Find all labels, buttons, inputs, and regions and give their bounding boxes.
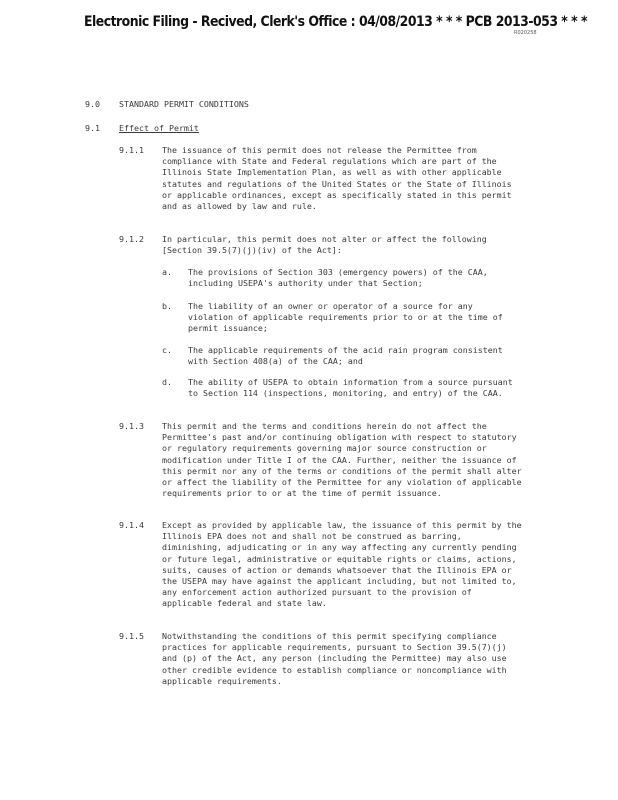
subsection-title: Effect of Permit [119,123,199,133]
list-item-letter: d. [162,377,172,387]
paragraph-text: Except as provided by applicable law, the issuance of this permit by the Illinois EPA does not and shall not be construed as barring, diminishing, adjudicating or in any way affecting any currently pending or future legal, administrative or equitable rights or claims, actions, suits, causes of action or demands whatsoever that the Illinois EPA or the USEPA may have against the applicant including, but not limited to, any enforcement action authorized pursuant to the provision of applicable federal and state law. [162,520,522,609]
list-item-text: The liability of an owner or operator of a source for any violation of applicable requirements prior to or at the time of permit issuance; [188,301,503,334]
list-item-text: The applicable requirements of the acid rain program consistent with Section 408(a) of the CAA; and [188,345,503,367]
filing-header: Electronic Filing - Recived, Clerk's Office : 04/08/2013 * * * PCB 2013-053 * * * [84,14,587,30]
paragraph-number: 9.1.3 [119,421,144,431]
section-title: STANDARD PERMIT CONDITIONS [119,99,249,109]
paragraph-number: 9.1.4 [119,520,144,530]
paragraph-text: This permit and the terms and conditions herein do not affect the Permittee's past and/or continuing obligation with respect to statutory or regulatory requirements governing major source construction or modification under Title I of the CAA. Further, neither the issuance of this permit nor any of the terms or conditions of the permit shall alter or affect the liability of the Permittee for any violation of applicable requirements prior to or at the time of permit issuance. [162,421,522,499]
paragraph-number: 9.1.5 [119,631,144,641]
paragraph-text: In particular, this permit does not alter or affect the following [Section 39.5(7)(j)(iv) of the Act]: [162,234,487,256]
list-item-letter: a. [162,267,172,277]
filing-stamp: R020258 [514,30,537,36]
list-item-text: The ability of USEPA to obtain information from a source pursuant to Section 114 (inspections, monitoring, and entry) of the CAA. [188,377,513,399]
subsection-number: 9.1 [85,123,100,133]
list-item-letter: b. [162,301,172,311]
paragraph-number: 9.1.1 [119,145,144,155]
list-item-text: The provisions of Section 303 (emergency powers) of the CAA, including USEPA's authority under that Section; [188,267,488,289]
paragraph-number: 9.1.2 [119,234,144,244]
paragraph-text: The issuance of this permit does not release the Permittee from compliance with State and Federal regulations which are part of the Illinois State Implementation Plan, as well as with other applicable statutes and regulations of the United States or the State of Illinois or applicable ordinances, except as specifically stated in this permit and as allowed by law and rule. [162,145,512,212]
list-item-letter: c. [162,345,172,355]
paragraph-text: Notwithstanding the conditions of this permit specifying compliance practices for applicable requirements, pursuant to Section 39.5(7)(j) and (p) of the Act, any person (including the Permittee) may also use other credible evidence to establish compliance or noncompliance with applicable requirements. [162,631,507,686]
section-number: 9.0 [85,99,100,109]
